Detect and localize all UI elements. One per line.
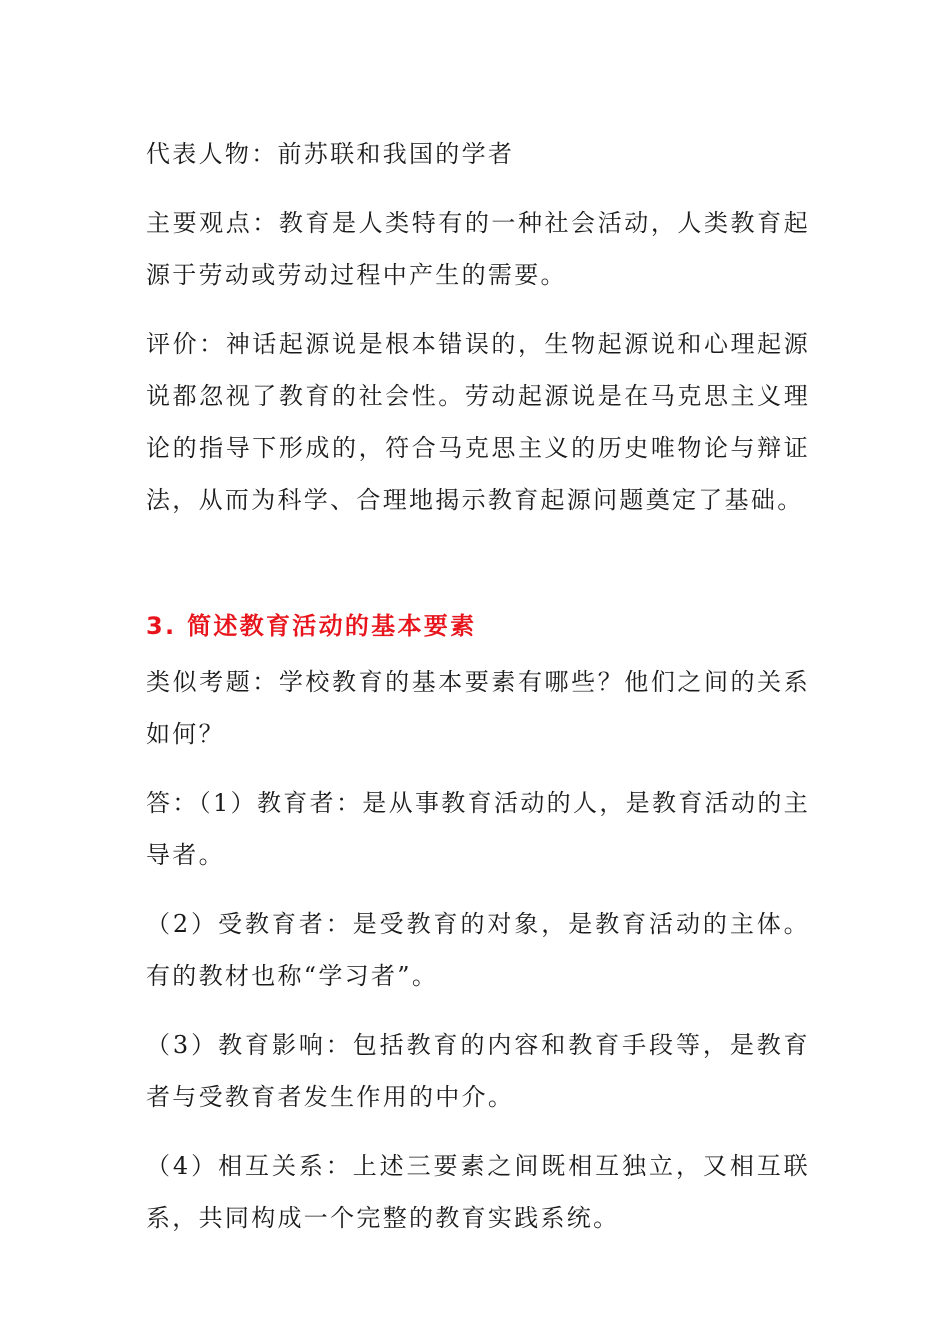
- representative-figures-paragraph: 代表人物：前苏联和我国的学者: [146, 140, 515, 168]
- main-viewpoint-paragraph: 主要观点：教育是人类特有的一种社会活动，人类教育起源于劳动或劳动过程中产生的需要。: [146, 209, 810, 289]
- section-heading: 3. 简述教育活动的基本要素: [146, 612, 477, 640]
- answer-educator-paragraph: 答：（1）教育者：是从事教育活动的人，是教育活动的主导者。: [146, 789, 810, 869]
- similar-question-paragraph: 类似考题：学校教育的基本要素有哪些？他们之间的关系如何？: [146, 668, 810, 748]
- evaluation-paragraph: 评价：神话起源说是根本错误的，生物起源说和心理起源说都忽视了教育的社会性。劳动起源说是在马克思主义理论的指导下形成的，符合马克思主义的历史唯物论与辩证法，从而为科学、合理地揭示教育起源问题奠定了基础。: [146, 330, 810, 514]
- answer-relationship-paragraph: （4）相互关系：上述三要素之间既相互独立，又相互联系，共同构成一个完整的教育实践系统。: [146, 1152, 810, 1232]
- answer-learner-paragraph: （2）受教育者：是受教育的对象，是教育活动的主体。有的教材也称“学习者”。: [146, 910, 810, 990]
- answer-influence-paragraph: （3）教育影响：包括教育的内容和教育手段等，是教育者与受教育者发生作用的中介。: [146, 1031, 810, 1111]
- document-page: [146, 128, 810, 1261]
